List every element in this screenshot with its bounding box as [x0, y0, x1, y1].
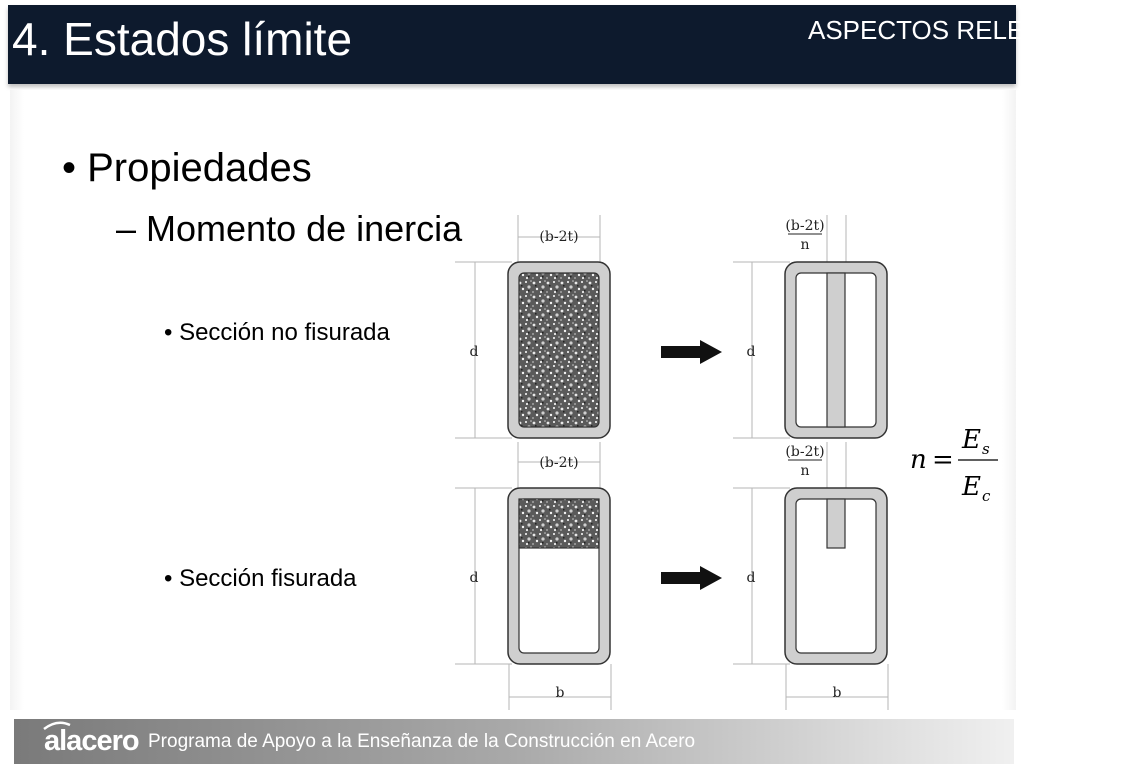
- label-d: d: [746, 570, 756, 586]
- label-d: d: [746, 344, 756, 360]
- concrete-core: [519, 273, 599, 427]
- formula-numerator-subscript: s: [982, 440, 990, 458]
- cracked-section: [508, 488, 610, 664]
- label-b-minus-2t: (b-2t): [539, 229, 579, 245]
- label-b-minus-2t-over-n: (b-2t): [785, 444, 825, 460]
- label-d: d: [469, 570, 479, 586]
- formula-lhs-n: n: [910, 445, 927, 475]
- alacero-logo: alacero: [44, 725, 139, 757]
- formula-denominator: E: [962, 472, 981, 502]
- bullet-seccion-no-fisurada: Sección no fisurada: [179, 319, 390, 346]
- modular-ratio-formula: [906, 420, 1010, 510]
- label-b: b: [832, 685, 842, 701]
- bullet-level3-no-fisurada: • Sección no fisurada: [164, 319, 390, 346]
- bullet-level3-fisurada: • Sección fisurada: [164, 565, 357, 592]
- transformed-cracked-section: [785, 488, 887, 664]
- transformed-concrete-strip: [827, 499, 845, 548]
- formula-numerator: E: [962, 425, 981, 455]
- label-b-minus-2t: (b-2t): [539, 455, 579, 471]
- bullet-momento-inercia: Momento de inercia: [146, 208, 463, 249]
- bullet-level1: • Propiedades: [62, 146, 312, 190]
- bullet-propiedades: Propiedades: [87, 146, 312, 190]
- bullet-seccion-fisurada: Sección fisurada: [179, 565, 357, 592]
- formula-equals: =: [932, 445, 954, 475]
- bullet-level2: – Momento de inercia: [116, 208, 463, 249]
- footer-program-text: Programa de Apoyo a la Enseñanza de la Construcción en Acero: [148, 731, 696, 752]
- label-b: b: [555, 685, 565, 701]
- label-n: n: [800, 237, 810, 253]
- transformed-uncracked-section: [785, 262, 887, 438]
- concrete-compression-zone: [519, 499, 599, 548]
- formula-denominator-subscript: c: [982, 487, 991, 505]
- uncracked-section: [508, 262, 610, 438]
- slide-title: 4. Estados límite: [12, 13, 353, 65]
- transformed-concrete-strip: [827, 273, 845, 427]
- label-n: n: [800, 463, 810, 479]
- footer-bar: [14, 719, 1014, 764]
- slide-subtitle: ASPECTOS RELEVANTES: [808, 15, 1126, 45]
- arrow-right-icon: [661, 566, 722, 590]
- transform-arrows: [661, 340, 722, 590]
- label-d: d: [469, 344, 479, 360]
- label-b-minus-2t-over-n: (b-2t): [785, 218, 825, 234]
- arrow-right-icon: [661, 340, 722, 364]
